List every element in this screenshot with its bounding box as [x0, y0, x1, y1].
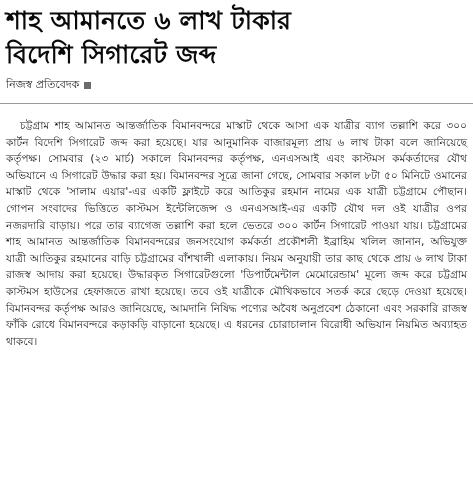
byline: নিজস্ব প্রতিবেদক: [6, 77, 80, 91]
article-headline: [0, 0, 473, 72]
headline-line-1: শাহ আমানতে ৬ লাখ টাকার: [6, 6, 292, 35]
article-body: চট্টগ্রাম শাহ আমানত আন্তর্জাতিক বিমানবন্দরে মাস্কাট থেকে আসা এক যাত্রীর ব্যাগ তল্লাশি করে ৩০০ কার্টন বিদেশি সিগারেট জব্দ করা হয়েছে। যার আনুমানিক বাজারমূল্য প্রায় ৬ লাখ টাকা বলে জানিয়েছে কর্তৃপক্ষ। সোমবার (২৩ মার্চ) সকালে বিমানবন্দর কর্তৃপক্ষ, এনএসআই এবং কাস্টমস কর্মকর্তাদের যৌথ অভিযানে এ সিগারেট উদ্ধার করা হয়। বিমানবন্দর সূত্রে জানা গেছে, সোমবার সকাল ৮টা ৫০ মিনিটে ওমানের মাস্কাট থেকে 'সালাম এয়ার'-এর একটি ফ্লাইটে করে আতিকুর রহমান নামের এক যাত্রী চট্টগ্রামে পৌছান। গোপন সংবাদের ভিত্তিতে কাস্টমস ইন্টেলিজেন্স ও এনএসআই-এর একটি যৌথ দল ওই যাত্রীর ওপর নজরদারি বাড়ায়। পরে তার ব্যাগেজ তল্লাশি করা হলে ভেতরে ৩০০ কার্টন সিগারেট পাওয়া যায়। চট্টগ্রামের শাহ আমানত আন্তর্জাতিক বিমানবন্দরের জনসংযোগ কর্মকর্তা প্রকৌশলী ইব্রাহিম খলিল জানান, অভিযুক্ত যাত্রী আতিকুর রহমানের বাড়ি চট্টগ্রামের বাঁশখালী এলাকায়। নিয়ম অনুযায়ী তার কাছ থেকে প্রায় ৬ লাখ টাকা রাজস্ব আদায় করা হয়েছে। উদ্ধারকৃত সিগারেটগুলো 'ডিপার্টমেন্টাল মেমোরেন্ডাম' মূল্যে জব্দ করে চট্টগ্রাম কাস্টমস হাউসের হেফাজতে রাখা হয়েছে। তবে ওই যাত্রীকে মৌখিকভাবে সতর্ক করে ছেড়ে দেওয়া হয়েছে। বিমানবন্দর কর্তৃপক্ষ আরও জানিয়েছে, আমদানি নিষিদ্ধ পণ্যের অবৈধ অনুপ্রবেশ ঠেকানো এবং সরকারি রাজস্ব ফাঁকি রোধে বিমানবন্দরে কড়াকড়ি বাড়ানো হয়েছে। এ ধরনের চোরাচালান বিরোধী অভিযান নিয়মিত অব্যাহত থাকবে।: [6, 120, 467, 348]
byline-row: [0, 72, 473, 95]
divider: [0, 103, 473, 104]
byline-square-icon: [84, 82, 91, 89]
headline-line-2: বিদেশি সিগারেট জব্দ: [6, 40, 217, 69]
